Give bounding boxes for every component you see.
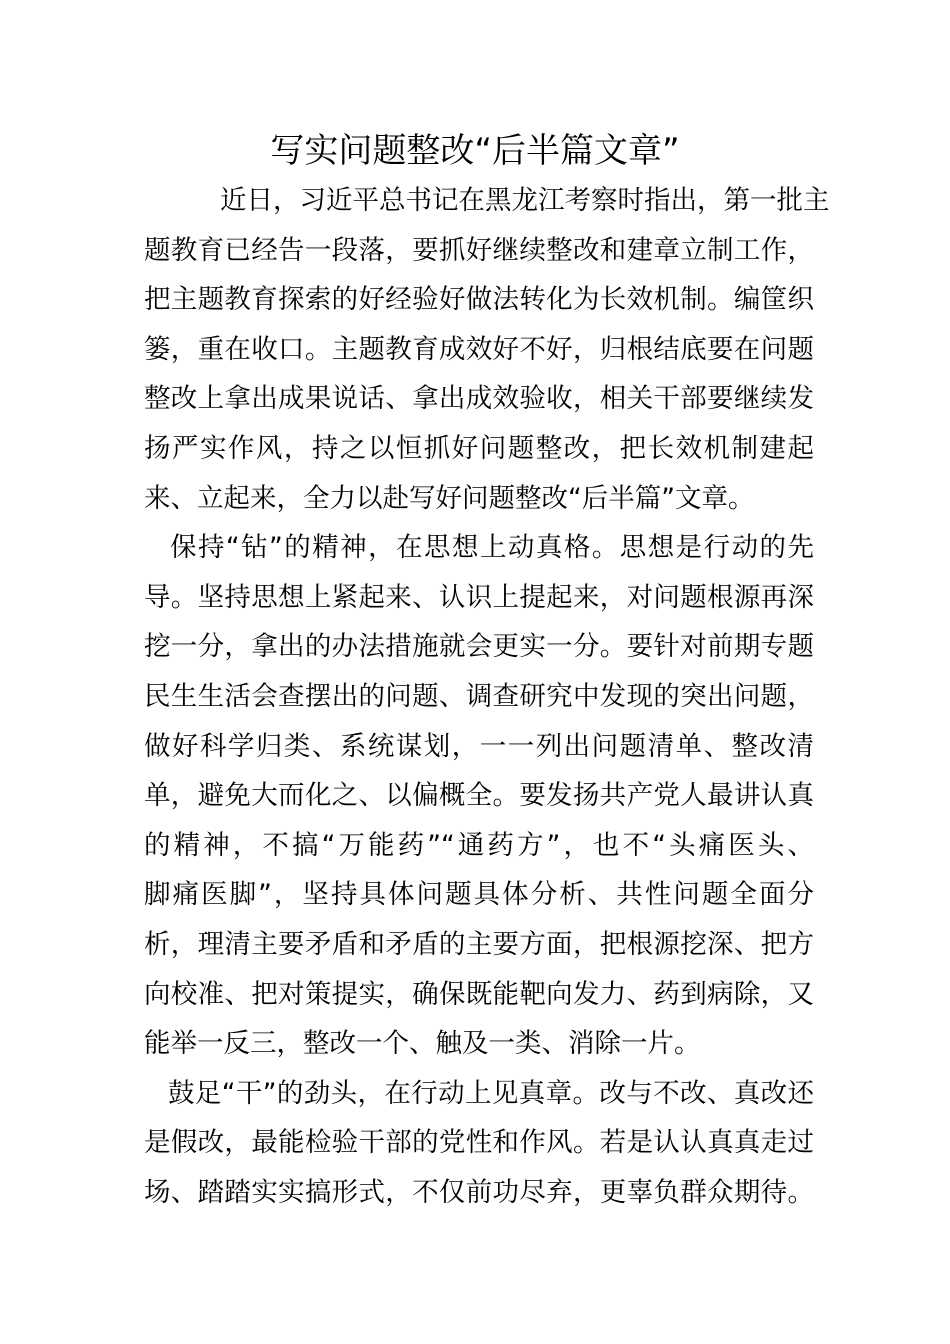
text-line: 题教育已经告一段落，要抓好继续整改和建章立制工作， xyxy=(144,234,814,266)
text-line: 把主题教育探索的好经验好做法转化为长效机制。编筐织 xyxy=(144,284,814,316)
text-line: 做好科学归类、系统谋划，一一列出问题清单、整改清 xyxy=(144,730,814,762)
text-line: 篓，重在收口。主题教育成效好不好，归根结底要在问题 xyxy=(144,333,814,365)
text-line: 场、踏踏实实搞形式，不仅前功尽弃，更辜负群众期待。 xyxy=(144,1176,814,1208)
text-line: 近日，习近平总书记在黑龙江考察时指出，第一批主 xyxy=(220,185,830,216)
text-line: 析，理清主要矛盾和矛盾的主要方面，把根源挖深、把方 xyxy=(144,928,814,960)
document-title: 写实问题整改“后半篇文章” xyxy=(270,131,680,171)
text-line: 挖一分，拿出的办法措施就会更实一分。要针对前期专题 xyxy=(144,631,814,663)
text-line: 鼓足“干”的劲头，在行动上见真章。改与不改、真改还 xyxy=(168,1077,814,1109)
text-line: 向校准、把对策提实，确保既能靶向发力、药到病除，又 xyxy=(144,978,814,1010)
text-line: 扬严实作风，持之以恒抓好问题整改，把长效机制建起 xyxy=(144,432,814,464)
text-line: 保持“钻”的精神，在思想上动真格。思想是行动的先 xyxy=(170,532,814,564)
text-line: 的精神，不搞“万能药”“通药方”，也不“头痛医头、 xyxy=(144,829,814,861)
text-line: 民生生活会查摆出的问题、调查研究中发现的突出问题， xyxy=(144,680,814,712)
text-line: 能举一反三，整改一个、触及一类、消除一片。 xyxy=(144,1028,701,1060)
text-line: 来、立起来，全力以赴写好问题整改“后半篇”文章。 xyxy=(144,482,755,514)
text-line: 脚痛医脚”，坚持具体问题具体分析、共性问题全面分 xyxy=(144,879,814,911)
text-line: 导。坚持思想上紧起来、认识上提起来，对问题根源再深 xyxy=(144,581,814,613)
document-body xyxy=(144,176,830,1217)
text-line: 单，避免大而化之、以偏概全。要发扬共产党人最讲认真 xyxy=(144,780,814,812)
text-line: 是假改，最能检验干部的党性和作风。若是认认真真走过 xyxy=(144,1127,814,1159)
text-line: 整改上拿出成果说话、拿出成效验收，相关干部要继续发 xyxy=(144,383,814,415)
